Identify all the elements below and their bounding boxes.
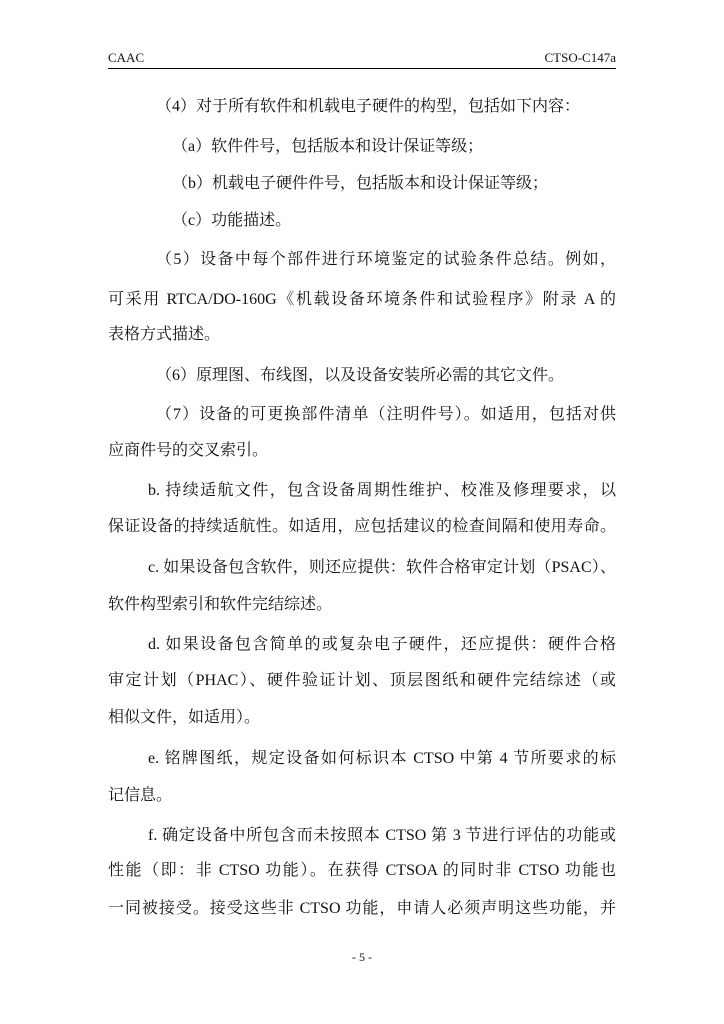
text-line: （4）对于所有软件和机载电子硬件的构型，包括如下内容： — [156, 98, 581, 115]
text-line: 性能（即：非 CTSO 功能）。在获得 CTSOA 的同时非 CTSO 功能也 — [108, 862, 616, 879]
text-line: f. 确定设备中所包含而未按照本 CTSO 第 3 节进行评估的功能或 — [148, 827, 616, 844]
page-header — [108, 50, 616, 69]
text-line: 可采用 RTCA/DO-160G《机载设备环境条件和试验程序》附录 A 的 — [108, 291, 616, 308]
text-line: 软件构型索引和软件完结综述。 — [108, 596, 333, 613]
text-line: （c）功能描述。 — [172, 212, 292, 229]
text-line: 一同被接受。接受这些非 CTSO 功能，申请人必须声明这些功能，并 — [108, 900, 616, 917]
header-rule — [108, 68, 616, 69]
text-line: 相似文件，如适用）。 — [108, 709, 261, 726]
text-line: 表格方式描述。 — [108, 326, 221, 343]
text-line: （7）设备的可更换部件清单（注明件号）。如适用，包括对供 — [156, 406, 616, 423]
header-left: CAAC — [108, 50, 145, 65]
text-line: （a）软件件号，包括版本和设计保证等级； — [172, 138, 484, 155]
text-line: （b）机载电子硬件件号，包括版本和设计保证等级； — [172, 175, 549, 192]
text-line: e. 铭牌图纸，规定设备如何标识本 CTSO 中第 4 节所要求的标 — [148, 750, 616, 767]
header-right: CTSO-C147a — [544, 50, 616, 65]
text-line: （6）原理图、布线图，以及设备安装所必需的其它文件。 — [156, 367, 565, 384]
page-number: - 5 - — [352, 950, 372, 964]
text-line: 记信息。 — [108, 787, 173, 804]
text-line: 审定计划（PHAC）、硬件验证计划、顶层图纸和硬件完结综述（或 — [108, 672, 616, 689]
text-line: b. 持续适航文件，包含设备周期性维护、校准及修理要求，以 — [148, 482, 616, 499]
text-line: 保证设备的持续适航性。如适用，应包括建议的检查间隔和使用寿命。 — [108, 518, 616, 535]
text-line: d. 如果设备包含简单的或复杂电子硬件，还应提供：硬件合格 — [148, 636, 616, 653]
text-line: （5）设备中每个部件进行环境鉴定的试验条件总结。例如， — [156, 251, 616, 268]
text-line: c. 如果设备包含软件，则还应提供：软件合格审定计划（PSAC）、 — [148, 559, 616, 576]
text-line: 应商件号的交叉索引。 — [108, 442, 269, 459]
